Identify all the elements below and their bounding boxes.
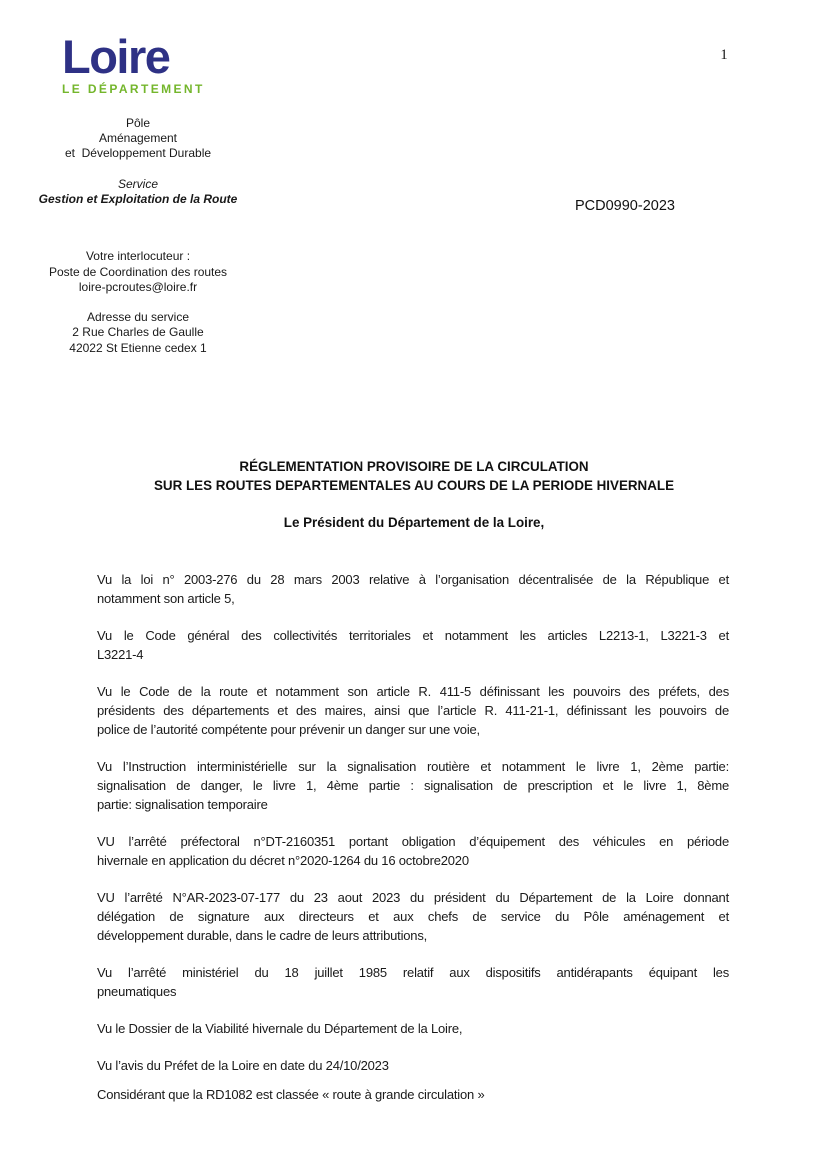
- text-line: Aménagement: [98, 131, 178, 145]
- text-line: Poste de Coordination des routes: [48, 264, 228, 279]
- paragraph: [97, 1019, 729, 1038]
- paragraph-line: signalisation de danger, le livre 1, 4ème partie : signalisation de prescription et le livre 1, 8ème: [97, 778, 729, 793]
- paragraph-line: police de l’autorité compétente pour prévenir un danger sur une voie,: [97, 722, 480, 737]
- paragraph: [97, 888, 729, 945]
- text-line: loire-pcroutes@loire.fr: [78, 280, 198, 294]
- paragraph: [97, 1056, 729, 1075]
- page-number: 1: [720, 47, 728, 63]
- document-title: [97, 458, 731, 495]
- paragraph-line: VU l’arrêté préfectoral n°DT-2160351 portant obligation d’équipement des véhicules en période: [97, 834, 729, 849]
- service-label: Service: [117, 177, 158, 191]
- address-lines: [22, 325, 254, 356]
- paragraph-line: Vu le Code de la route et notamment son article R. 411-5 définissant les pouvoirs des préfets, des: [97, 684, 729, 699]
- paragraph: [97, 1085, 729, 1104]
- paragraph-line: VU l’arrêté N°AR-2023-07-177 du 23 aout 2023 du président du Département de la Loire donnant: [97, 890, 729, 905]
- paragraph: [97, 570, 729, 608]
- paragraph: [97, 757, 729, 814]
- title-line-1: RÉGLEMENTATION PROVISOIRE DE LA CIRCULATION: [239, 459, 589, 474]
- paragraph-line: L3221-4: [97, 647, 144, 662]
- paragraph-line: Vu le Dossier de la Viabilité hivernale du Département de la Loire,: [97, 1021, 463, 1036]
- paragraph-line: développement durable, dans le cadre de leurs attributions,: [97, 928, 428, 943]
- letterhead-contact-block: [22, 249, 254, 356]
- letterhead-department-block: [22, 116, 254, 207]
- body-paragraphs: [97, 570, 729, 1122]
- service-name: Gestion et Exploitation de la Route: [38, 192, 238, 206]
- logo-wordmark: Loire: [62, 30, 170, 83]
- paragraph-line: hivernale en application du décret n°2020-1264 du 16 octobre2020: [97, 853, 469, 868]
- paragraph-line: notamment son article 5,: [97, 591, 235, 606]
- paragraph: [97, 963, 729, 1001]
- paragraph: [97, 682, 729, 739]
- service-block: [22, 177, 254, 207]
- title-line-2: SUR LES ROUTES DEPARTEMENTALES AU COURS DE LA PERIODE HIVERNALE: [153, 477, 675, 493]
- contact-title: Votre interlocuteur :: [85, 249, 191, 263]
- paragraph-line: Vu l’avis du Préfet de la Loire en date du 24/10/2023: [97, 1058, 389, 1073]
- document-reference: PCD0990-2023: [575, 198, 675, 214]
- paragraph: [97, 626, 729, 664]
- address-block: [22, 310, 254, 357]
- paragraph-line: délégation de signature aux directeurs et aux chefs de service du Pôle aménagement et: [97, 909, 729, 924]
- text-line: 2 Rue Charles de Gaulle: [72, 325, 204, 339]
- paragraph-line: Vu le Code général des collectivités territoriales et notamment les articles L2213-1, L3221-3 et: [97, 628, 729, 643]
- address-title: Adresse du service: [86, 309, 190, 324]
- logo-subtitle: LE DÉPARTEMENT: [62, 82, 205, 96]
- contact-lines: [22, 265, 254, 296]
- text-line: Pôle: [125, 116, 151, 130]
- paragraph-line: pneumatiques: [97, 984, 177, 999]
- loire-department-logo: [62, 30, 205, 96]
- paragraph-line: présidents des départements et des maires, ainsi que l’article R. 411-21-1, définissant les pouvoirs de: [97, 703, 729, 718]
- author-line: Le Président du Département de la Loire,: [283, 515, 545, 530]
- text-line: 42022 St Etienne cedex 1: [69, 340, 207, 355]
- text-line: et Développement Durable: [64, 146, 212, 160]
- paragraph-line: Vu la loi n° 2003-276 du 28 mars 2003 relative à l’organisation décentralisée de la République et: [97, 572, 729, 587]
- paragraph-line: partie: signalisation temporaire: [97, 797, 268, 812]
- paragraph-line: Vu l’Instruction interministérielle sur la signalisation routière et notamment le livre 1, 2ème partie:: [97, 759, 729, 774]
- paragraph-line: Vu l’arrêté ministériel du 18 juillet 1985 relatif aux dispositifs antidérapants équipant les: [97, 965, 729, 980]
- paragraph-line: Considérant que la RD1082 est classée « route à grande circulation »: [97, 1087, 485, 1102]
- paragraph: [97, 832, 729, 870]
- pole-lines: [22, 116, 254, 161]
